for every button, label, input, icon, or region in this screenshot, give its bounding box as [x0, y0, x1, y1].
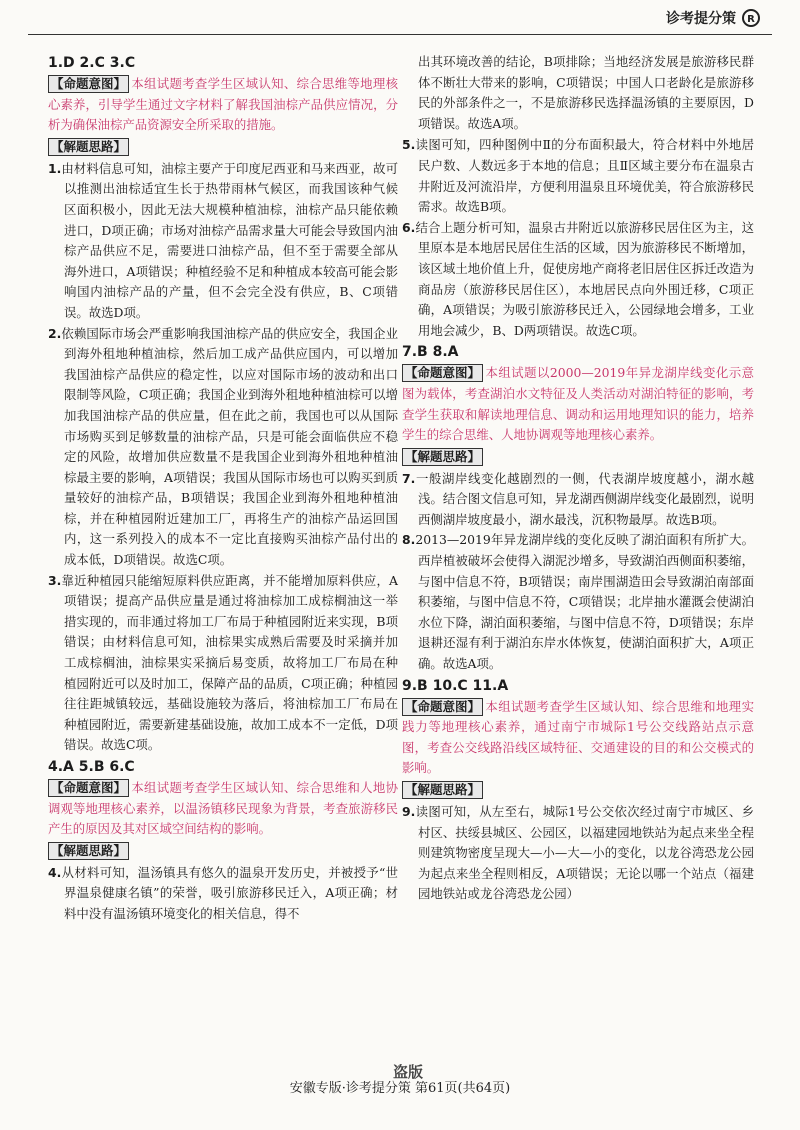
question-text: 一般湖岸线变化越剧烈的一侧，代表湖岸坡度越小，湖水越浅。结合图文信息可知，异龙湖西侧湖岸线变化最剧烈，说明西侧湖岸坡度最小，湖水最浅，沉积物最厚。故选B项。 — [415, 470, 754, 527]
answer-line-2: 4.A 5.B 6.C — [48, 759, 135, 775]
question-text: 由材料信息可知，油棕主要产于印度尼西亚和马来西亚，故可以推测出油棕适宜生长于热带雨林气候区，而我国该种气候区面积极小，因此无法大规模种植油棕，油棕产品只能依赖进口，D项正确；市场对油棕产品需求量大可能会导致国内油棕产品供应不足，需要进口油棕产品，但不至于需要全部从海外进口，A项错误；种植经验不足和种植成本较高可能会影响国内油棕产品的产量，但不会完全没有供应，B、C项错误。故选D项。 — [61, 160, 398, 320]
intent-text: 本组试题以2000—2019年异龙湖岸线变化示意图为载体，考查湖泊水文特征及人类活动对湖泊特征的影响，考查学生获取和解读地理信息、调动和运用地理知识的能力，培养学生的综合思维、人地协调观等地理核心素养。 — [402, 365, 754, 443]
question-4 — [48, 863, 398, 925]
solution-tag: 【解题思路】 — [48, 138, 129, 156]
question-number: 6. — [402, 219, 416, 235]
solution-tag: 【解题思路】 — [48, 842, 129, 860]
question-number: 2. — [48, 325, 62, 341]
answer-line-3: 7.B 8.A — [402, 344, 459, 361]
question-text: 从材料可知，温汤镇具有悠久的温泉开发历史，并被授予“世界温泉健康名镇”的荣誉，吸引旅游移民迁入，A项正确；材料中没有温汤镇环境变化的相关信息，得不 — [61, 864, 398, 921]
page-footer: 安徽专版·诊考提分策 第61页(共64页) — [289, 1081, 511, 1096]
question-text: 靠近种植园只能缩短原料供应距离，并不能增加原料供应，A项错误；提高产品供应量是通过将油棕加工成棕榈油这一举措实现的，而非通过将加工厂布局于种植园附近来实现，B项错误；由材料信息可知，油棕果实成熟后需要及时采摘并加工成棕榈油，油棕果实采摘后易变质，故将加工厂布局在种植园附近可以及时加工，保障产品的品质，C项正确；种植园往往距城镇较远，基础设施较为落后，将油棕加工厂布局在种植园附近，需要新建基础设施，故加工成本不一定低，D项错误。故选C项。 — [61, 572, 398, 753]
question-number: 5. — [402, 137, 416, 153]
intent-block-4 — [402, 697, 754, 779]
question-5 — [402, 135, 754, 217]
answer-line-4: 9.B 10.C 11.A — [402, 677, 509, 694]
header-rule — [28, 34, 772, 35]
question-text: 读图可知，从左至右，城际1号公交依次经过南宁市城区、乡村区、扶绥县城区、公园区，以福建园地铁站为起点来坐全程则建筑物密度呈现大—小—大—小的变化，以龙谷湾恐龙公园为起点来坐全程则相反，A项错误；无论以哪一个站点（福建园地铁站或龙谷湾恐龙公园） — [415, 804, 754, 902]
question-7 — [402, 469, 754, 531]
brand-logo-icon: R — [742, 9, 760, 27]
right-column — [402, 52, 754, 905]
question-9 — [402, 802, 754, 905]
question-number: 8. — [402, 532, 416, 548]
solution-tag: 【解题思路】 — [402, 781, 483, 799]
brand-name: 诊考提分策 — [666, 11, 736, 27]
question-6 — [402, 218, 754, 342]
intent-block-2 — [48, 778, 398, 840]
watermark-stamp: 盗版 — [393, 1063, 424, 1081]
question-text: 读图可知，四种图例中Ⅱ的分布面积最大，符合材料中外地居民户数、人数远多于本地的信息；且Ⅱ区域主要分布在温泉古井附近及河流沿岸，方便利用温泉且环境优美，符合旅游移民需求。故选B项。 — [415, 137, 754, 215]
question-number: 3. — [48, 572, 62, 588]
intent-text: 本组试题考查学生区域认知、综合思维和人地协调观等地理核心素养，以温汤镇移民现象为背景，考查旅游移民产生的原因及其对区域空间结构的影响。 — [48, 780, 398, 837]
question-number: 7. — [402, 470, 416, 486]
answer-line-1: 1.D 2.C 3.C — [48, 55, 136, 71]
question-number: 1. — [48, 160, 62, 176]
intent-block-1 — [48, 74, 398, 136]
intent-block-3 — [402, 363, 754, 445]
intent-tag: 【命题意图】 — [48, 75, 129, 93]
question-text: 结合上题分析可知，温泉古井附近以旅游移民居住区为主，这里原本是本地居民居住生活的区域，因为旅游移民不断增加，该区域土地价值上升，促使房地产商将老旧居住区拆迁改造为商品房（旅游移民居住区），本地居民点向外围迁移，C项正确，A项错误；为吸引旅游移民迁入，公园绿地会增多，工业用地会减少，B、D两项错误。故选C项。 — [415, 219, 754, 338]
solution-tag: 【解题思路】 — [402, 448, 483, 466]
question-4-continued: 出其环境改善的结论，B项排除；当地经济发展是旅游移民群体不断壮大带来的影响，C项错误；中国人口老龄化是旅游移民的外部条件之一，不是旅游移民选择温汤镇的主要原因，D项错误。故选A项。 — [418, 54, 754, 131]
question-1 — [48, 159, 398, 324]
intent-text: 本组试题考查学生区域认知、综合思维和地理实践力等地理核心素养，通过南宁市城际1号公交线路站点示意图，考查公交线路沿线区域特征、交通建设的目的和公交模式的影响。 — [402, 698, 754, 776]
question-8 — [402, 530, 754, 674]
intent-tag: 【命题意图】 — [402, 698, 483, 716]
intent-tag: 【命题意图】 — [402, 364, 483, 382]
question-2 — [48, 324, 398, 571]
left-column — [48, 52, 398, 925]
intent-text: 本组试题考查学生区域认知、综合思维等地理核心素养，引导学生通过文字材料了解我国油棕产品供应情况，分析为确保油棕产品资源安全所采取的措施。 — [48, 76, 398, 133]
question-number: 4. — [48, 864, 62, 880]
question-3 — [48, 571, 398, 756]
intent-tag: 【命题意图】 — [48, 779, 129, 797]
question-number: 9. — [402, 804, 416, 819]
question-text: 依赖国际市场会严重影响我国油棕产品的供应安全，我国企业到海外租地种植油棕，然后加工成产品供应国内，可以增加我国油棕产品供应的稳定性，以应对国际市场的波动和出口限制等风险，C项正确；我国企业到海外租地种植油棕可以增加我国油棕产品的供应量，但在此之前，我国也可以从国际市场购买到足够数量的油棕产品，只是可能会面临供应不稳定的风险，故增加供应数量不是我国企业到海外租地种植油棕最主要的影响，A项错误；我国从国际市场也可以购买到质量较好的油棕产品，B项错误；我国企业到海外租地种植油棕，并在种植园附近建加工厂，再将生产的油棕产品运回国内，这一系列投入的成本不一定比直接购买油棕产品付出的成本低，D项错误。故选C项。 — [61, 325, 398, 568]
question-text: 2013—2019年异龙湖岸线的变化反映了湖泊面积有所扩大。西岸植被破坏会使得入湖泥沙增多，导致湖泊西侧面积萎缩，与图中信息不符，B项错误；南岸围湖造田会导致湖泊南部面积萎缩，与图中信息不符，C项错误；北岸抽水灌溉会使湖泊水位下降，湖泊面积萎缩，与图中信息不符，D项错误；东岸退耕还湿有利于湖泊东岸水体恢复，使湖泊面积扩大，A项正确。故选A项。 — [415, 532, 754, 672]
brand-header — [666, 8, 760, 28]
